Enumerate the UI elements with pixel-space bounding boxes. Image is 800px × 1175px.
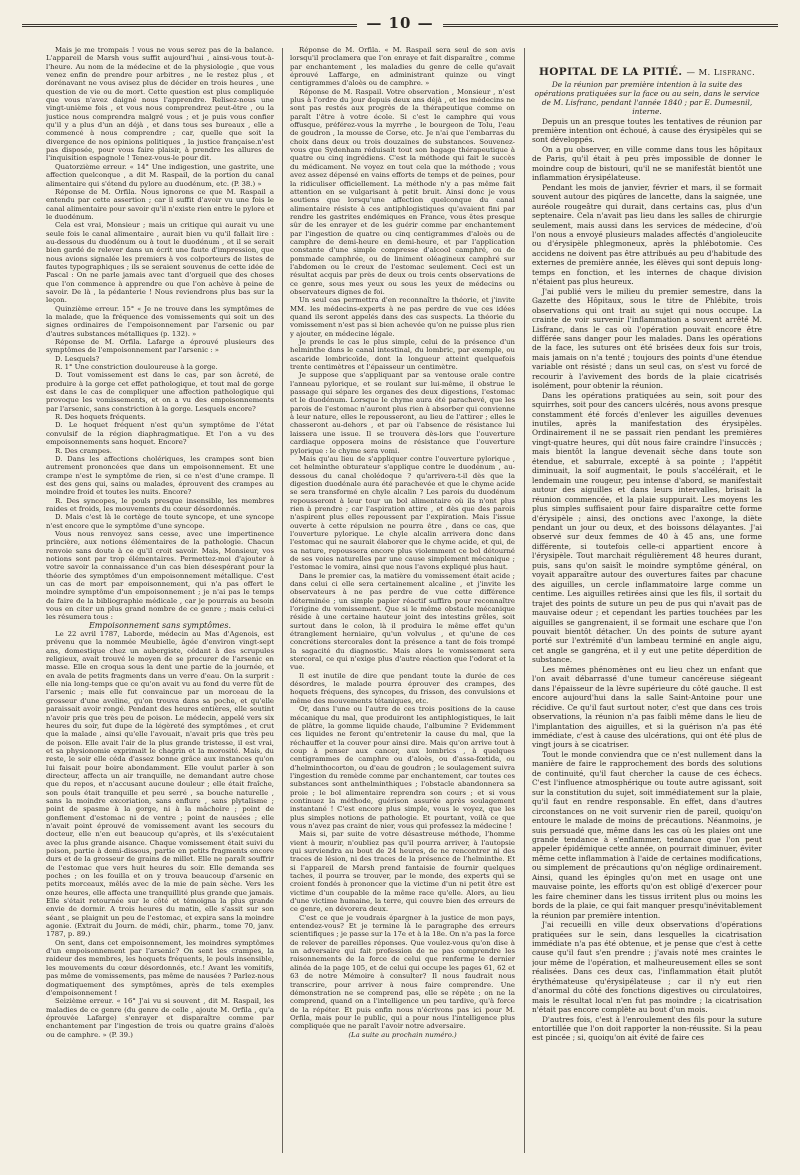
paragraph: Mais je me trompais ! vous ne vous serez pas de la balance. L'appareil de Marsh vous suffit aujourd'hui , ainsi-vous tout-à-l'heure. Au nom de la médecine et de la physiologie , que vous venez enfin de prendre pour arbitres , ne le restez plus , et dorénavant ne vous avisez plus de décider en trois heures , une question de vie ou de mort. Cette question est plus compliquée que vous n'avez daigné nous l'apprendre. Relisez-nous une vingt-unième fois , et vous nous comprendrez peut-être , ou la justice nous comprendra malgré vous ; et je puis vous confier qu'il y a plus d'un an déjà , et dans tous ses bureaux , elle a commencé à nous comprendre ; car, quelle que soit la divergence de nos opinions politiques , la justice française.n'est pas disposée, pour vous faire plaisir, à prendre les allures de l'inquisition espagnole ! Tenez-vous-le pour dit. [46, 46, 274, 163]
paragraph: R. Des syncopes, le pouls presque insensible, les membres raides et froids, les mouvements du cœur désordonnés. [46, 496, 274, 513]
paragraph: Tout le monde conviendra que ce n'est nullement dans la manière de faire le rapprochement des bords des solutions de continuité, qu'il faut chercher la cause de ces échecs. C'est l'influence atmosphérique ou toute autre agissant, soit sur la constitution du sujet, soit immédiatement sur la plaie, qu'il faut en rendre responsable. En effet, dans d'autres circonstances on ne voit survenir rien de pareil, quoiqu'on entoure le malade de moins de précautions. Néanmoins, je suis persuadé que, même dans les cas où les plaies ont une grande tendance à s'enflammer, tendance que l'on peut appeler épidémique cette année, on pourrait diminuer, éviter même cette inflammation à l'aide de certaines modifications, ou simplement de précautions qu'on néglige ordinairement. Ainsi, quand les épingles qu'on met en usage ont une mauvaise pointe, les efforts qu'on est obligé d'exercer pour les faire cheminer dans les tissus irritent plus ou moins les bords de la plaie, ce qui fait manquer presqu'inévitablement la réunion par première intention. [532, 749, 762, 920]
paragraph: Vous nous renvoyez sans cesse, avec une impertinence princière, aux notions élémentaires de la pathologie. Chacun renvoie sans doute à ce qu'il croit savoir. Mais, Monsieur, vos notions sont par trop élémentaires. Permettez-moi d'ajouter à votre savoir la connaissance d'un cas bien désespérant pour la théorie des symptômes d'un empoisonnement métallique. C'est un cas de mort par empoisonnement, qui n'a pas offert le moindre symptôme d'un empoisonnement ; je n'ai pas le temps de faire de la bibliographie médicale , car je pourrais au besoin vous en citer un plus grand nombre de ce genre ; mais celui-ci les résumera tous : [46, 529, 274, 622]
paragraph: Réponse de M. Raspail. Votre observation , Monsieur , n'est plus à l'ordre du jour depuis deux ans déjà , et les médecins ne sont pas restés aux progrès de la thérapeutique comme on paraît l'être à votre école. Si c'est le camphre qui vous offusque, préférez-vous la myrrhe , le bourgeon de Tolu, l'eau de goudron , la mousse de Corse, etc. Je n'ai que l'embarras du choix dans deux ou trois douzaines de substances. Souvenez-vous que Sydenham réduisait tout son bagage thérapeutique à quatre ou cinq ingrédiens. C'est la méthode qui fait le succès du médicament. Ne voyez en tout cela que la méthode ; vous avez assez dépensé en vains efforts de temps et de peines, pour la ridiculiser officiellement. La méthode n'y a pas même fait attention en se vulgarisant à petit bruit. Ainsi donc je vous soutiens que lorsqu'une affection quelconque du canal alimentaire résiste à ces antiphlogistiques qu'avaient fini par rendre les gastrites endémiques en France, vous êtes presque sûr de les enrayer et de les guérir comme par enchantement par l'ingestion de quatre ou cinq centigrammes d'aloès ou de camphre de demi-heure en demi-heure, et par l'application constante d'une simple compresse d'alcool camphré, ou de pommade camphrée, ou de liniment oléagineux camphré sur l'abdomen ou le creux de l'estomac seulement. Ceci est un résultat acquis par près de deux ou trois cents observations de ce genre, sous mes yeux ou sous les yeux de médecins ou observateurs dignes de foi. [290, 87, 515, 296]
paragraph: J'ai publié vers le milieu du premier semestre, dans la Gazette des Hôpitaux, sous le titre de Phlébite, trois observations qui ont trait au sujet qui nous occupe. La crainte de voir survenir l'inflammation a souvent arrêté M. Lisfranc, dans le cas où l'opération pouvait encore être différée sans danger pour les malades. Dans les opérations de la face, les sutures ont été brisées deux fois sur trois, mais jamais on n'a tenté ; toujours des points d'une étendue variable ont résisté ; dans un seul cas, on s'est vu forcé de recourir à l'avivement des bords de la plaie cicatrisés isolément, pour obtenir la réunion. [532, 286, 762, 391]
paragraph: Le 22 avril 1787, Laborde, médecin au Mas d'Agenois, est prévenu que la nommée Meubielle, âgée d'environ vingt-sept ans, domestique chez un aubergiste, cédant à des scrupules religieux, avait trouvé le moyen de se procurer de l'arsenic en masse. Elle en croqua sous la dent une partie de la journée, et en avala de petits fragments dans un verre d'eau. On la surprit : elle nia long-temps que ce qu'on avait vu au fond du verre fût de l'arsenic ; mais elle fut convaincue par un morceau de la grosseur d'une aveline, qu'on trouva dans sa poche, et qu'elle paraissait avoir rongé. Pendant des heures entières, elle soutint n'avoir pris que très peu de poison. Le médecin, appelé vers six heures du soir, fut dupe de la légèreté des symptômes , et crut que la malade , ainsi qu'elle l'avouait, n'avait pris que très peu de poison. Elle avait l'air de la plus grande tristesse, il est vrai, et sa physionomie exprimait le chagrin et la morosité. Mais, du reste, le soir elle céda d'assez bonne grâce aux instances qu'on lui faisait pour boire abondamment. Elle voulut parler à son directeur, affecta un air tranquille, ne demandant autre chose que du repos, et n'accusant aucune douleur ; elle était fraîche, son pouls était tranquille et peu serré , sa bouche naturelle , sans la moindre excoriation, sans enflure , sans plytalisme ; point de spasme à la gorge, ni à la mâchoire ; point de gonflement d'estomac ni de ventre ; point de nausées ; elle n'avait point éprouvé de vomissement avant les secours du docteur, elle n'en eut beaucoup qu'après, et ils s'exécutaient avec la plus grande aisance. Chaque vomissement était suivi du poison, partie à demi-dissous, partie en petits fragments encore durs et de la grosseur de grains de millet. Elle ne paraît souffrir de l'estomac que vers huit heures du soir. Elle demanda ses poches ; on les fouilla et on y trouva beaucoup d'arsenic en petits morceaux, mêlés avec de la mie de pain sèche. Vers les onze heures, elle affecta une tranquillité plus grande que jamais. Elle s'était retournée sur le côté et témoigna la plus grande envie de dormir. A trois heures du matin, elle s'assit sur son séant , se plaignit un peu de l'estomac, et expira sans la moindre agonie. (Extrait du Journ. de médi, chir., pharm., tome 70, janv. 1787, p. 89.) [46, 630, 274, 939]
paragraph: Quinzième erreur. 15° « Je ne trouve dans les symptômes de la malade, que la fréquence des vomissements qui soit un des signes ordinaires de l'empoisonnement par l'arsenic ou par d'autres substances métalliques (p. 132). » [46, 304, 274, 338]
paragraph: Je suppose que s'appliquant par sa ventouse orale contre l'anneau pylorique, et se roulant sur lui-même, il obstrue le passage qui sépare les organes des deux digestions, l'estomac et le duodénum. Lorsque le chyme aura été parachevé, que les parois de l'estomac n'auront plus rien à absorber qui convienne à leur nature, elles le repousseront, au lieu de l'attirer ; elles le chasseront au-dehors , et par où l'absence de résistance lui laissera une issue. Il se trouvera dès-lors que l'ouverture cardiaque opposera moins de résistance que l'ouverture pylorique : le chyme sera vomi. [290, 371, 515, 455]
paragraph: On sent, dans cet empoisonnement, les moindres symptômes d'un empoisonnement par l'arsenic? On sent les crampes, la raideur des membres, les hoquets fréquents, le pouls insensible, les mouvements du cœur désordonnés, etc.! Avant les vomitifs, pas même de vomissements, pas même de nausées ? Parlez-nous dogmatiquement des symptômes, après de tels exemples d'empoisonnement ! [46, 938, 274, 997]
paragraph: D. Mais c'est là le cortège de toute syncope, et une syncope n'est encore que le symptôme d'une syncope. [46, 513, 274, 530]
paragraph: Dans le premier cas, la matière du vomissement était acide ; dans celui ci elle sera certainement alcaline , et j'invite les observateurs à ne pas perdre de vue cette différence déterminée ; un simple papier réactif suffira pour reconnaître l'origine du vomissement. Que si le même obstacle mécanique réside à une certaine hauteur joint des intestins grêles, soit surtout dans le colon, là il produira le même effet qu'un étranglement herniaire, qu'un volvulus , et qu'une de ces concrétions stercorales dont la présence a tant de fois trompé la sagacité du diagnostic. Mais alors le vomissement sera stercoral, ce qui n'exige plus d'autre réaction que l'odorat et la vue. [290, 571, 515, 672]
paragraph: Il est inutile de dire que pendant toute la durée de ces désordres, le malade pourra éprouver des crampes, des hoquets fréquens, des syncopes, du frisson, des convulsions et même des mouvements tétaniques, etc. [290, 671, 515, 705]
paragraph: Réponse de M. Orfila. « M. Raspail sera seul de son avis lorsqu'il proclamera que l'on enraye et fait disparaître , comme par enchantement , les maladies du genre de celle qu'avait éprouvé Laffarge, en administrant quinze ou vingt centigrammes d'aloès ou de camphre. » [290, 46, 515, 88]
paragraph: Or, dans l'une ou l'autre de ces trois positions de la cause mécanique du mal, que produiront les antiphlogistiques, le lait de plâtre, la gomme liquide chaude, l'albumine ? Evidemment ces liquides ne feront qu'entretenir la cause du mal, que la réchauffer et la couver pour ainsi dire. Mais qu'on arrive tout à coup à penser aux cancer, aux lombrics , à quelques centigrammes de camphre ou d'aloès, ou d'assa-fœtida, ou d'helminthocorton, ou d'eau de goudron ; le soulagement suivra l'ingestion du remède comme par enchantement, car toutes ces substances sont anthelminthiques ; l'obstacle abandonnera sa proie ; le bol alimentaire reprendra son cours ; et si vous continuez la méthode, guérison assurée après soulagement instantané ! C'est encore plus simple, vous le voyez, que les plus simples notions de pathologie. Et pourtant, voilà ce que vous n'avez pas craint de nier, vous qui professez la médecine ! [290, 705, 515, 830]
paragraph: J'ai recueilli en ville deux observations d'opérations pratiquées sur le sein, dans lesquelles la cicatrisation immédiate n'a pas été obtenue, et je pense que c'est à cette cause qu'il faut s'en prendre ; j'avais noté mes craintes le jour même de l'opération, et malheureusement elles se sont réalisées. Dans ces deux cas, l'inflammation était plutôt érythémateuse qu'érysipélateuse ; car il n'y eut rien d'anormal du côté des fonctions digestives ou circulatoires, mais le résultat local n'en fut pas moindre ; la cicatrisation n'était pas encore complète au bout d'un mois. [532, 920, 762, 1015]
paragraph: Pendant les mois de janvier, février et mars, il se formait souvent autour des piqûres de lancette, dans la saignée, une auréole rougeâtre qui durait, dans certains cas, plus d'un septenaire. Cela n'avait pas lieu dans les salles de chirurgie seulement, mais aussi dans les services de médecine, d'où l'on nous a envoyé plusieurs malades affectés d'angioleucite ou d'érysipèle phlegmoneux, après la phlébotomie. Ces accidens ne doivent pas être attribués au peu d'habitude des externes de première année, les élèves qui sont depuis long-temps en fonction, et les internes de chaque division n'étaient pas plus heureux. [532, 182, 762, 287]
section-subheading: Empoisonnement sans symptômes. [88, 620, 232, 630]
paragraph: Mais qu'au lieu de s'appliquer contre l'ouverture pylorique , cet helminthe obturateur s'applique contre le duodénum , au-dessous du canal cholédoque ? qu'arrivera-t-il dès que la digestion duodénale aura été parachevée et que le chyme acide se sera transformé en chyle alcalin ? Les parois du duodénum repousseront à leur tour un bol alimentaire où ils n'ont plus rien à prendre ; car l'aspiration attire , et dès que des parois n'aspirent plus elles repoussent par l'expiration. Mais l'issue ouverte à cette répulsion ne pourra être , dans ce cas, que l'ouverture pylorique. Le chyle alcalin arrivera donc dans l'estomac qui ne saurait élaborer que le chyme acide, et qui, de sa nature, repoussera encore plus violemment ce bol détourné de ses voies naturelles par une cause simplement mécanique ; l'estomac le vomira, ainsi que nous l'avons expliqué plus haut. [290, 454, 515, 572]
article-subtitle: De la réunion par première intention à la suite des opérations pratiquées sur la face ou au sein, dans le service de M. Lisfranc, pendant l'année 1840 ; par E. Dumesnil, interne. [534, 80, 760, 116]
paragraph: Réponse de M. Orfila. Lafarge a éprouvé plusieurs des symptômes de l'empoisonnement par l'arsenic : » [46, 338, 274, 355]
paragraph: R. Des crampes. [55, 446, 112, 455]
paragraph: R. 1° Une constriction douloureuse à la gorge. [55, 363, 218, 372]
paragraph: D'autres fois, c'est à l'enroulement des fils pour la suture entortillée que l'on doit rapporter la non-réussite. Si la peau est pincée ; si, quoiqu'on ait évité de faire ces [532, 1014, 762, 1043]
paragraph: Je prends le cas le plus simple, celui de la présence d'un helminthe dans le canal intestinal, du lombric, par exemple, ou ascaride lombricoïde, dont la longueur atteint quelquefois trente centimètres et l'épaisseur un centimètre. [290, 338, 515, 372]
header-rule-right [443, 24, 778, 27]
paragraph: D. Lesquels? [55, 354, 100, 363]
article-author: — M. Lisfranc. [686, 68, 756, 78]
paragraph: On a pu observer, en ville comme dans tous les hôpitaux de Paris, qu'il était à peu près impossible de donner le moindre coup de bistouri, qu'il ne se manifestât bientôt une inflammation érysipélateuse. [532, 144, 762, 183]
paragraph: Mais si, par suite de votre désastreuse méthode, l'homme vient à mourir, n'oubliez pas qu'il pourra arriver, à l'autopsie qui surviendra au bout de 24 heures, de ne rencontrer ni des traces de lésion, ni des traces de la présence de l'helminthe. Et si l'appareil de Marsh prend fantaisie de fournir quelques taches, il pourra se trouver, par le monde, des experts qui se croient fondés à prononcer que la victime d'un ni petit être est victime d'un coupable de la même race qu'elle. Alors, au lieu d'une victime humaine, la terre, qui couvre bien des erreurs de ce genre, en dévorera deux. [290, 830, 515, 914]
paragraph: Cela est vrai, Monsieur ; mais un critique qui aurait vu une seule fois le canal alimentaire , aurait bien vu qu'il fallait lire : au-dessous du duodénum ou à tout le duodénum , et il se serait bien gardé de relever dans un écrit une faute d'impression, que nous avions signalée les premiers à vos colporteurs de listes de fautes typographiques ; ils se seraient souvenus de cette idée de Pascal : On ne parle jamais avec tant d'orgueil que des choses que l'on commence à apprendre ou que l'on achève à peine de savoir. De là , la pédanterie ! Nous reviendrons plus bas sur la leçon. [46, 221, 274, 305]
paragraph: Réponse de M. Orfila. Nous ignorons ce que M. Raspail a entendu par cette assertion ; car il suffit d'avoir vu une fois le canal alimentaire pour savoir qu'il n'existe rien entre le pylore et le duodénum. [46, 187, 274, 221]
paragraph: Dans les opérations pratiquées au sein, soit pour des squirrhes, soit pour des cancers ulcérés, nous avons presque constamment été forcés d'enlever les aiguilles devenues inutiles, après la manifestation des érysipèles. Ordinairement il ne se passait rien pendant les premières vingt-quatre heures, qui dût nous faire craindre l'insuccès ; mais bientôt la langue devenait sèche dans toute son étendue, et saburrale, excepté à sa pointe ; l'appétit diminuait, la soif augmentait, le pouls s'accélérait, et le lendemain une rougeur, peu intense d'abord, se manifestait autour des aiguilles et dans leurs intervalles, brisait la réunion commencée, et la plaie suppurait. Les moyens les plus simples suffisaient pour faire disparaître cette forme d'érysipèle ; ainsi, des onctions avec l'axonge, la diète pendant un jour ou deux, et des boissons délayantes. J'ai observé sur deux femmes de 40 à 45 ans, une forme différente, si toutefois celle-ci appartient encore à l'érysipèle. Tout marchait régulièrement 48 heures durant, puis, sans qu'on saisît le moindre symptôme général, on voyait apparaître autour des ouvertures faites par chacune des aiguilles, un cercle inflammatoire large comme un centime. Les aiguilles retirées ainsi que les fils, il sortait du trajet des points de suture un peu de pus qui n'avait pas de mauvaise odeur ; et cependant les parties touchées par les aiguilles se gangrenaient, il se formait une eschare que l'on pouvait bientôt détacher. Un des points de suture ayant porté sur l'extrémité d'un lambeau terminé en angle aigu, cet angle se gangréna, et il y eut une petite déperdition de substance. [532, 390, 762, 665]
paragraph: D. Tout vomissement est dans le cas, par son âcreté, de produire à la gorge cet effet pathologique, et tout mal de gorge est dans le cas de compliquer une affection pathologique qui provoque les vomissements, et on a vu des empoisonnements par l'arsenic, sans constriction à la gorge. Lesquels encore? [46, 371, 274, 413]
paragraph: D. Le hoquet fréquent n'est qu'un symptôme de l'état convulsif de la région diaphragmatique. Et l'on a vu des empoisonnements sans hoquet. Encore? [46, 421, 274, 447]
column-1 [46, 46, 274, 1157]
continued-notice: (La suite au prochain numéro.) [348, 1030, 457, 1039]
column-divider-2 [524, 48, 525, 1153]
column-divider-1 [282, 48, 283, 1153]
paragraph: C'est ce que je voudrais épargner à la justice de mon pays, entendez-vous? Et je termine là le paragraphe des erreurs scientifiques ; je passe sur la 17e et à la 18e. On n'a pas la force de relever de pareilles réponses. Que voulez-vous qu'on dise à un adversaire qui fait profession de ne pas comprendre les raisonnements de la force de celui que renferme le dernier alinéa de la page 105, et de celui qui occupe les pages 61, 62 et 63 de notre Mémoire à consulter? Il nous faudrait nous transcrire, pour arriver à nous faire comprendre. Une démonstration ne se comprend pas, elle se répète ; on ne la comprend, quand on a l'intelligence un peu tardive, qu'à force de la répéter. Et puis enfin nous n'écrivons pas ici pour M. Orfila, mais pour le public, qui a pour nous l'intelligence plus compliquée que ne paraît l'avoir notre adversaire. [290, 913, 515, 1031]
paragraph: R. Des hoquets fréquents. [55, 413, 146, 422]
paragraph: Un seul cas permettra d'en reconnaître la théorie, et j'invite MM. les médecins-experts à ne pas perdre de vue ces idées quand ils seront appelés dans des cas suspects. La théorie du vomissement n'est pas si bien achevée qu'on ne puisse plus rien y ajouter, en médecine légale. [290, 296, 515, 338]
article-title-text: HOPITAL DE LA PITIÉ. [538, 66, 683, 78]
column-2 [290, 46, 515, 1157]
page-header [22, 0, 778, 40]
article-title [532, 68, 762, 77]
article-body [532, 117, 762, 1043]
paragraph: Depuis un an presque toutes les tentatives de réunion par première intention ont échoué, à cause des érysipèles qui se sont développés. [532, 116, 762, 145]
paragraph: Les mêmes phénomènes ont eu lieu chez un enfant que l'on avait débarrassé d'une tumeur cancéreuse siégeant dans l'épaisseur de la lèvre supérieure du côté gauche. Il est encore aujourd'hui dans la salle Saint-Antoine pour une récidive. Ce qu'il faut surtout noter, c'est que dans ces trois observations, la réunion n'a pas faibli même dans le lieu de l'implantation des aiguilles, et si la guérison n'a pas été immédiate, c'est à cause des ulcérations, qui ont été plus de vingt jours à se cicatriser. [532, 664, 762, 750]
page-number: — 10 — [366, 14, 434, 32]
paragraph: D. Dans les affections cholériques, les crampes sont bien autrement prononcées que dans un empoisonnement. Et une crampe n'est le symptôme de rien, si ce n'est d'une crampe. Il est des gens qui, sains ou malades, éprouvent des crampes au moindre froid et toutes les nuits. Encore? [46, 454, 274, 497]
paragraph: Seizième erreur. « 16° J'ai vu si souvent , dit M. Raspail, les maladies de ce genre (du genre de celle , ajoute M. Orfila , qu'a éprouvée Lafarge) s'enrayer et disparaître comme par enchantement par l'ingestion de trois ou quatre grains d'aloès ou de camphre. » (P. 39.) [46, 997, 274, 1039]
column-3 [532, 46, 762, 1157]
paragraph: Quatorzième erreur. « 14° Une indigestion, une gastrite, une affection quelconque , a dit M. Raspail, de la portion du canal alimentaire qui s'étend du pylore au duodénum, etc. (P. 38.) » [46, 162, 274, 188]
